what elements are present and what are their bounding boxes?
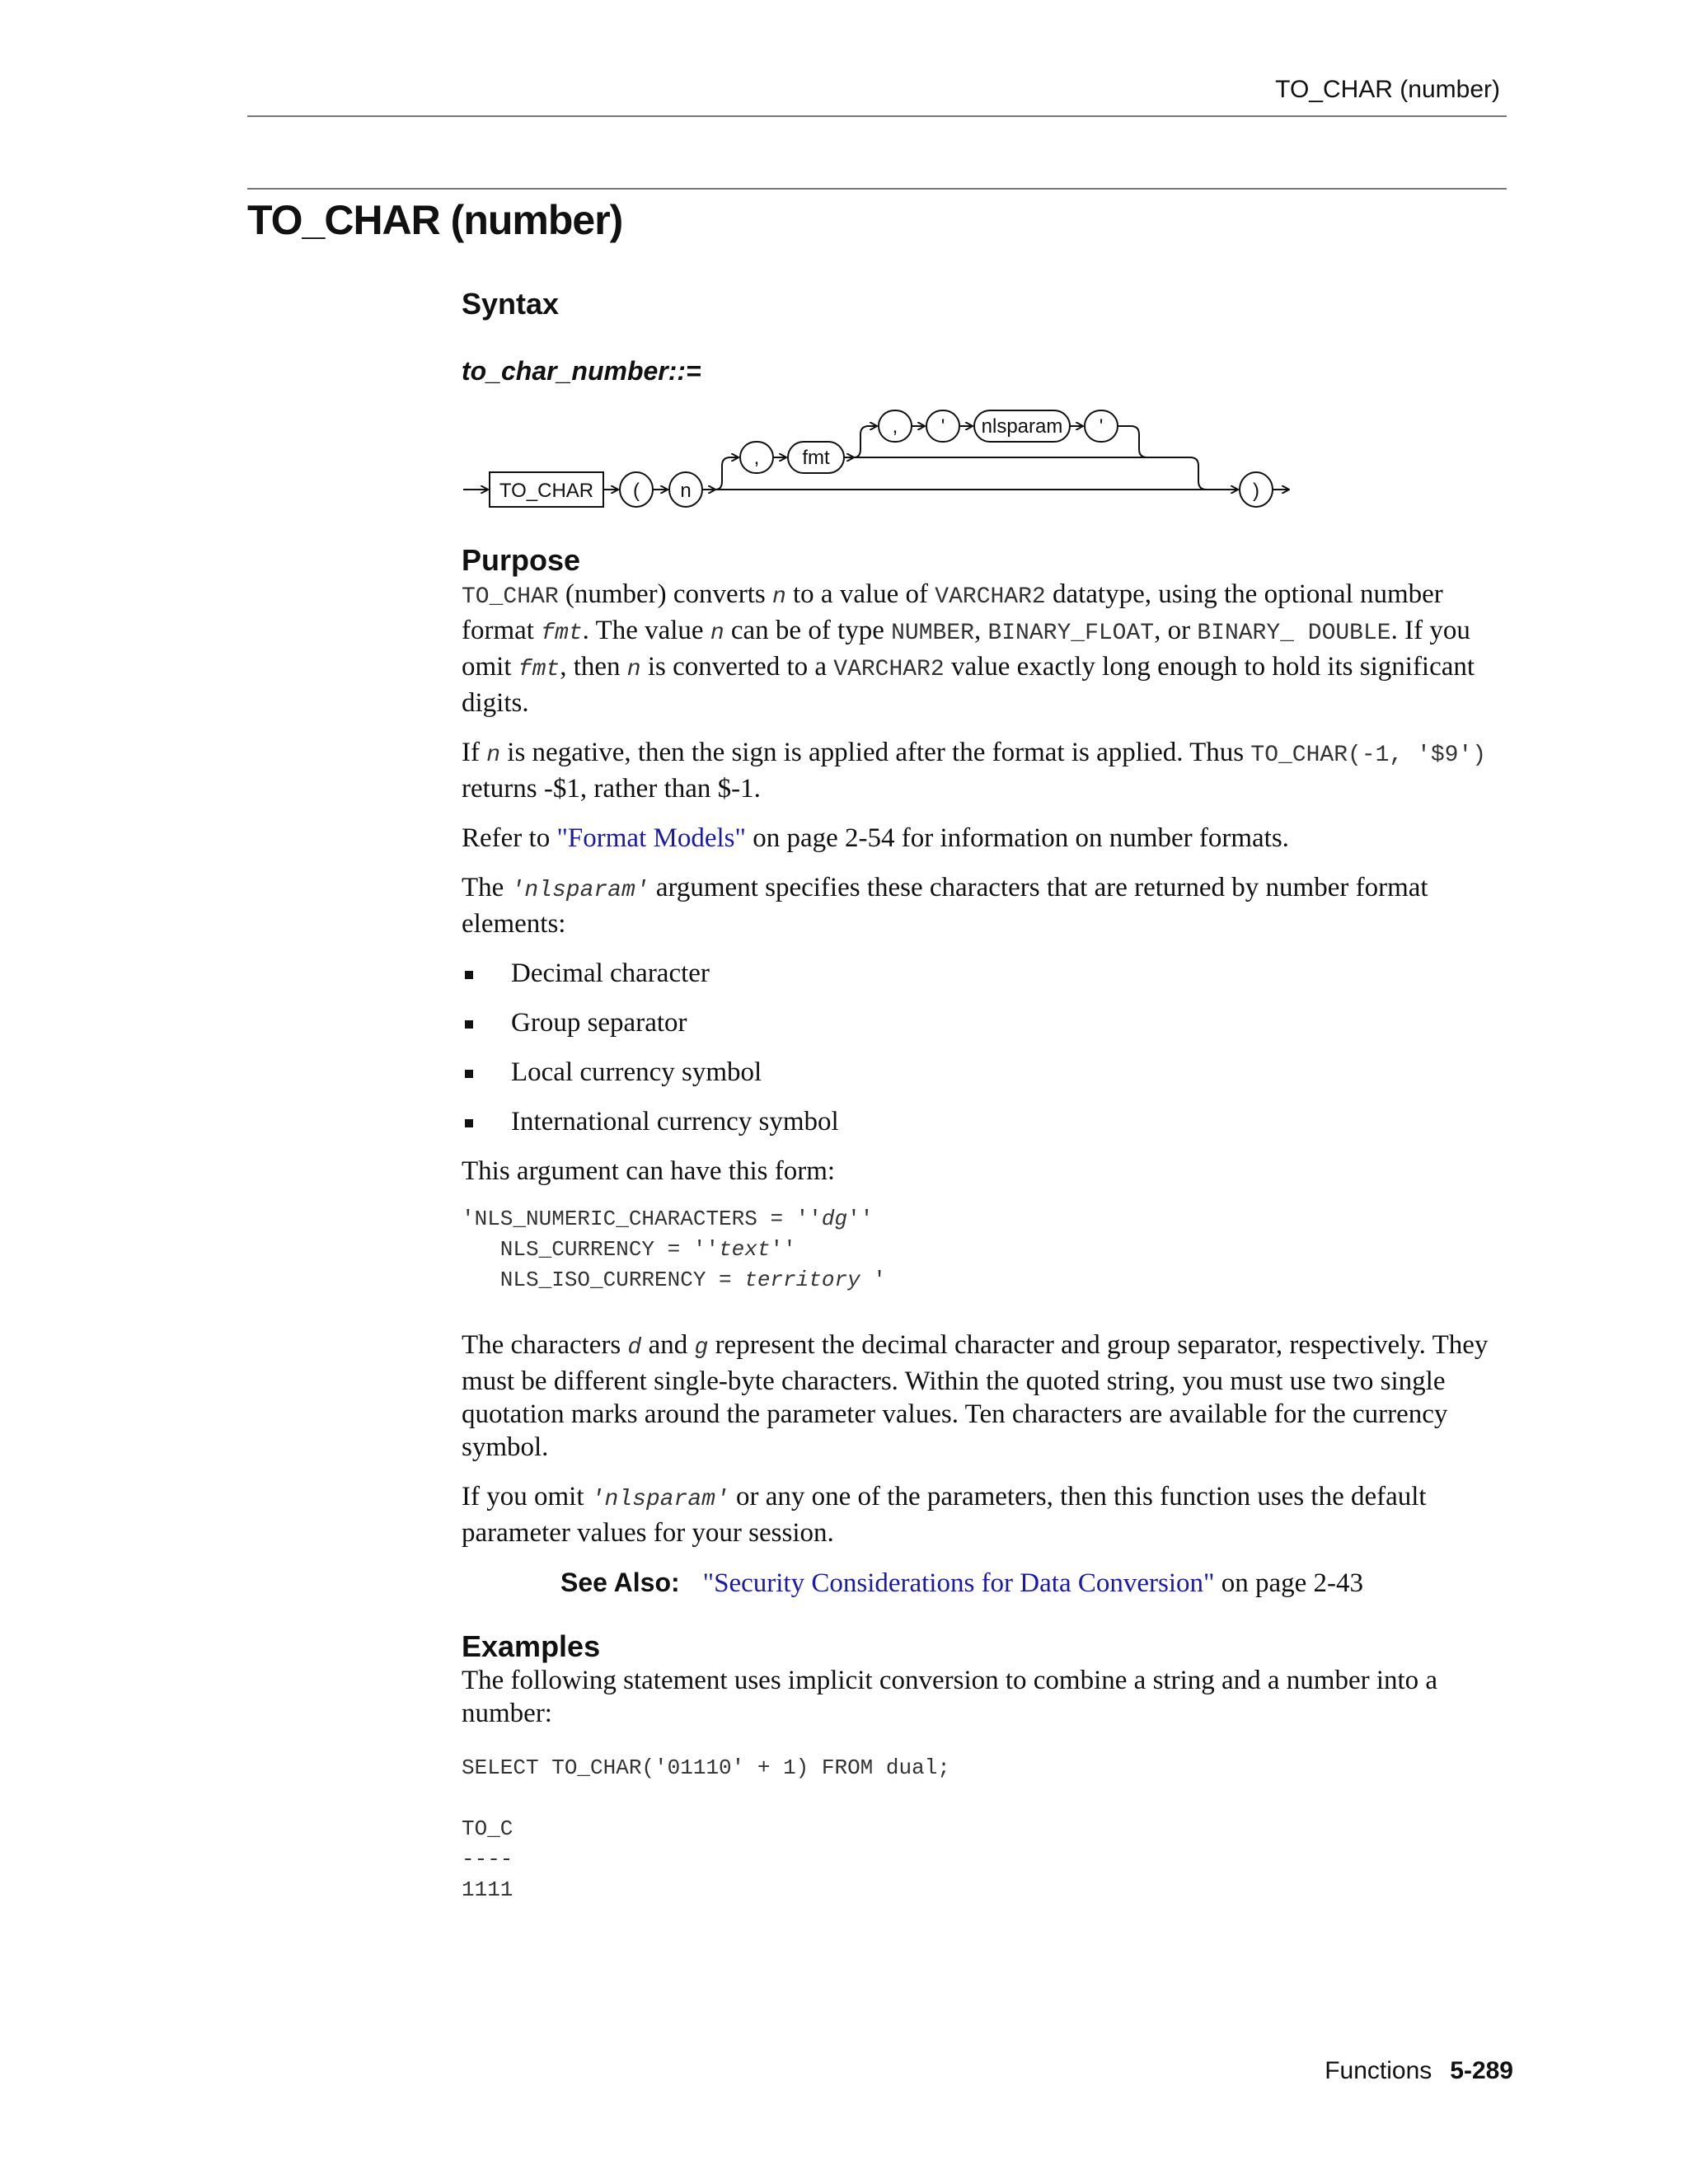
fmt-branch-down <box>1190 457 1207 490</box>
purpose-heading: Purpose <box>462 543 581 577</box>
purpose-paragraph-3 <box>462 822 1512 855</box>
text: . If you omit <box>462 616 1470 682</box>
text: If <box>462 738 487 767</box>
purpose-paragraph-5: This argument can have this form: <box>462 1156 836 1186</box>
close-paren-label: ) <box>1253 480 1259 502</box>
nlsparam-label: nlsparam <box>981 415 1063 438</box>
code-var: text <box>719 1237 771 1262</box>
text: , or <box>1154 616 1198 645</box>
code-varchar2: VARCHAR2 <box>833 657 945 682</box>
examples-paragraph: The following statement uses implicit conversion to combine a string and a number into a number: <box>462 1666 1438 1728</box>
var-nlsparam: 'nlsparam' <box>510 878 649 903</box>
code-example-inline: TO_CHAR(-1, '$9') <box>1250 743 1487 768</box>
list-item: Local currency symbol <box>462 1056 1512 1089</box>
var-fmt: fmt <box>541 621 583 646</box>
quote-close-label: ' <box>1099 415 1104 438</box>
code-varchar2: VARCHAR2 <box>935 584 1046 610</box>
text: returns -$1, rather than $-1. <box>462 774 761 804</box>
footer-page-number: 5-289 <box>1450 2057 1513 2084</box>
var-fmt: fmt <box>518 657 560 682</box>
footer-section: Functions <box>1325 2057 1432 2084</box>
code-binary-float: BINARY_FLOAT <box>987 621 1155 646</box>
text: , then <box>560 652 627 682</box>
code-text: 'NLS_NUMERIC_CHARACTERS = '' <box>462 1207 822 1231</box>
comma2-label: , <box>892 415 898 438</box>
text: to a value of <box>785 579 935 609</box>
var-n: n <box>486 743 501 768</box>
open-paren-label: ( <box>633 480 640 502</box>
code-binary-double: BINARY_ DOUBLE <box>1197 621 1391 646</box>
main-content <box>462 287 1512 1938</box>
text: , <box>973 616 988 645</box>
nlsparam-bullet-list <box>462 957 1512 1138</box>
text: argument specifies these characters that are returned by number format elements: <box>462 873 1428 939</box>
syntax-diagram <box>455 403 1296 527</box>
text: . The value <box>582 616 710 645</box>
list-item: Decimal character <box>462 957 1512 990</box>
purpose-paragraph-6 <box>462 1329 1512 1464</box>
see-also-page-ref: on page 2-43 <box>1214 1568 1364 1598</box>
example-code-block: SELECT TO_CHAR('01110' + 1) FROM dual; TO_C ---- 1111 <box>462 1755 950 1902</box>
nlsparam-branch-down <box>1118 426 1147 457</box>
code-to-char: TO_CHAR <box>462 584 559 610</box>
code-text: '' <box>847 1207 874 1231</box>
var-nlsparam: 'nlsparam' <box>590 1487 729 1512</box>
var-g: g <box>694 1335 709 1361</box>
code-text: ' <box>860 1268 886 1292</box>
comma1-label: , <box>753 447 760 469</box>
see-also-label: See Also: <box>560 1568 680 1597</box>
text: represent the decimal character and group separator, respectively. They must be different single-byte characters. Within the quoted string, you must use two single quotation marks around the parameter values. Ten characters are available for the currency symbol. <box>462 1330 1489 1462</box>
code-text: NLS_ISO_CURRENCY = <box>462 1268 745 1292</box>
purpose-paragraph-1 <box>462 578 1512 719</box>
text: Refer to <box>462 823 557 853</box>
running-header: TO_CHAR (number) <box>1275 76 1500 103</box>
nlsparam-code-block <box>462 1204 1512 1296</box>
text: datatype, using the optional number format <box>462 579 1443 645</box>
list-item: International currency symbol <box>462 1105 1512 1138</box>
list-item: Group separator <box>462 1006 1512 1039</box>
code-var: dg <box>821 1207 848 1231</box>
page-footer <box>1325 2057 1513 2085</box>
text: The characters <box>462 1330 628 1360</box>
syntax-heading: Syntax <box>462 287 560 321</box>
nlsparam-branch-up <box>854 426 877 457</box>
keyword-label: TO_CHAR <box>499 480 594 502</box>
fmt-label: fmt <box>802 447 830 469</box>
text: is negative, then the sign is applied after the format is applied. Thus <box>500 738 1251 767</box>
code-var: territory <box>744 1268 860 1292</box>
code-text: '' <box>770 1237 796 1262</box>
n-label: n <box>680 480 692 502</box>
text: on page 2-54 for information on number formats. <box>745 823 1289 853</box>
security-considerations-link[interactable]: "Security Considerations for Data Conversion" <box>702 1568 1215 1598</box>
var-n: n <box>771 584 786 610</box>
purpose-paragraph-2 <box>462 736 1512 805</box>
fmt-branch-up <box>715 457 738 490</box>
examples-heading: Examples <box>462 1629 601 1663</box>
quote-open-label: ' <box>940 415 945 438</box>
var-d: d <box>627 1335 642 1361</box>
text: The <box>462 873 511 902</box>
syntax-label: to_char_number::= <box>462 356 701 386</box>
text: and <box>641 1330 695 1360</box>
title-rule <box>247 188 1507 190</box>
var-n: n <box>710 621 724 646</box>
code-number: NUMBER <box>891 621 974 646</box>
see-also-note <box>560 1566 1512 1600</box>
purpose-paragraph-7 <box>462 1480 1512 1549</box>
text: is converted to a <box>640 652 834 682</box>
text: value exactly long enough to hold its significant digits. <box>462 652 1475 718</box>
code-text: NLS_CURRENCY = '' <box>462 1237 720 1262</box>
header-rule <box>247 115 1507 117</box>
text: If you omit <box>462 1482 591 1511</box>
page-title: TO_CHAR (number) <box>247 197 623 243</box>
text: (number) converts <box>558 579 772 609</box>
text: can be of type <box>724 616 892 645</box>
var-n: n <box>626 657 641 682</box>
text: or any one of the parameters, then this function uses the default parameter values for your session. <box>462 1482 1427 1548</box>
format-models-link[interactable]: "Format Models" <box>556 823 746 853</box>
purpose-paragraph-4 <box>462 871 1512 940</box>
